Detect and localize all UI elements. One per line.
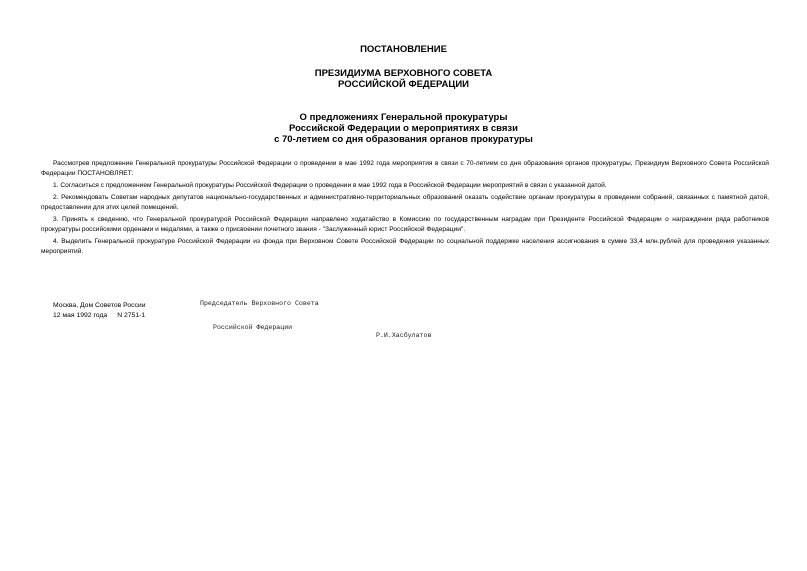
document-number: N 2751-1 bbox=[117, 312, 146, 319]
signatory-name: Р.И.Хасбулатов bbox=[376, 332, 432, 339]
subject-line-2: Российской Федерации о мероприятиях в связи bbox=[289, 123, 518, 134]
issuing-body-heading bbox=[0, 68, 807, 90]
signature-block bbox=[200, 276, 432, 340]
item-paragraph-4: 4. Выделить Генеральной прокуратуре Российской Федерации из фонда при Верховном Совете Российской Федерации по социальной поддержке населения ассигнования в сумме 33,4 млн.рублей для проведения указанных мероприятий. bbox=[41, 238, 769, 255]
document-footer bbox=[53, 301, 146, 321]
issue-date-row bbox=[53, 311, 146, 321]
document-subject-heading bbox=[0, 112, 807, 145]
signatory-title-line-2: Российской Федерации bbox=[213, 324, 293, 331]
signatory-title-line-1: Председатель Верховного Совета bbox=[200, 300, 319, 307]
issue-date: 12 мая 1992 года bbox=[53, 312, 108, 319]
subject-line-3: с 70-летием со дня образования органов прокуратуры bbox=[274, 134, 533, 145]
item-paragraph-3: 3. Принять к сведению, что Генеральной прокуратурой Российской Федерации направлено ходатайство в Комиссию по государственным наградам при Президенте Российской Федерации о награждении ряда работников прокуратуры российскими орденами и медалями, а также о присвоении почетного звания - "Заслуженный юрист Российской Федерации". bbox=[41, 216, 769, 233]
document-type-heading bbox=[0, 44, 807, 55]
item-paragraph-2: 2. Рекомендовать Советам народных депутатов национально-государственных и административно-территориальных образований оказать содействие органам прокуратуры в проведении собраний, связанных с памятной датой, предоставлении для этих целей помещений. bbox=[41, 194, 769, 211]
issuing-body-line-1: ПРЕЗИДИУМА ВЕРХОВНОГО СОВЕТА bbox=[314, 68, 493, 79]
subject-line-1: О предложениях Генеральной прокуратуры bbox=[299, 112, 508, 123]
preamble-paragraph: Рассмотрев предложение Генеральной прокуратуры Российской Федерации о проведении в мае 1992 года мероприятия в связи с 70-летием со дня образования органов прокуратуры, Президиум Верховного Совета Российской Федерации ПОСТАНОВЛЯЕТ: bbox=[41, 160, 769, 177]
issuing-body-line-2: РОССИЙСКОЙ ФЕДЕРАЦИИ bbox=[337, 79, 469, 90]
document-body bbox=[41, 159, 769, 259]
issue-place: Москва, Дом Советов России bbox=[53, 302, 146, 309]
item-paragraph-1: 1. Согласиться с предложением Генеральной прокуратуры Российской Федерации о проведении в мае 1992 года в Российской Федерации мероприятий в связи с указанной датой. bbox=[53, 182, 607, 189]
document-type: ПОСТАНОВЛЕНИЕ bbox=[360, 44, 447, 55]
